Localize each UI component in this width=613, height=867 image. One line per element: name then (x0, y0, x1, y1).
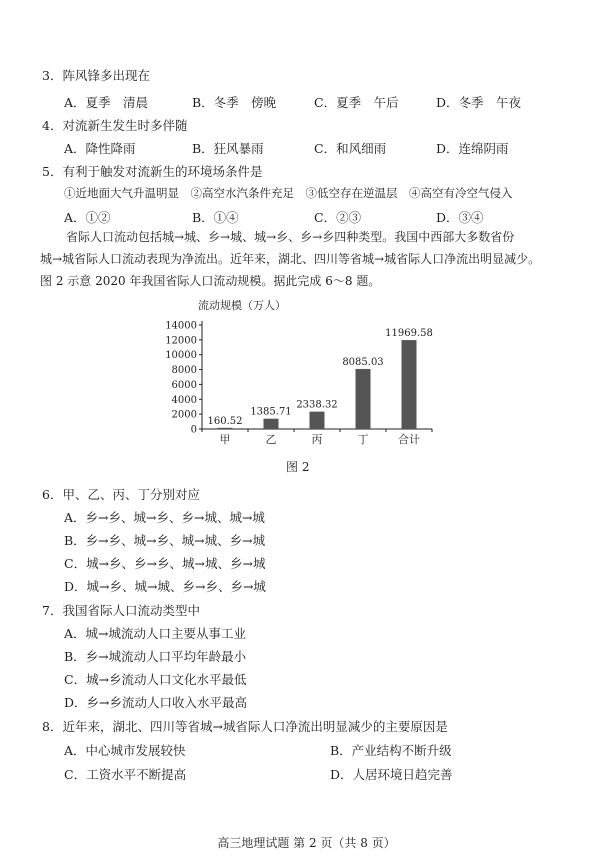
chart-category-label: 丁 (357, 433, 369, 446)
q7-option-c: C．城→乡流动人口文化水平最低 (64, 672, 247, 687)
q4-stem: 4．对流新生发生时多伴随 (42, 118, 188, 133)
q6-option-b: B．乡→乡、城→乡、城→城、乡→城 (64, 533, 266, 548)
chart-bar-3 (356, 369, 371, 429)
q4-option-b: B．狂风暴雨 (192, 141, 264, 156)
q7-option-b: B．乡→城流动人口平均年龄最小 (64, 649, 247, 664)
q5-option-a: A．①② (64, 210, 111, 225)
q3-option-b: B．冬季 傍晚 (192, 95, 277, 110)
chart-y-tick-label: 12000 (165, 335, 197, 347)
chart-value-label: 1385.71 (250, 406, 292, 418)
q7-option-d: D．乡→乡流动人口收入水平最高 (64, 695, 247, 710)
chart-bar-1 (264, 419, 279, 429)
q5-option-d: D．③④ (436, 210, 484, 225)
chart-y-tick-label: 2000 (171, 409, 197, 421)
figure-caption: 图 2 (286, 460, 310, 474)
q8-stem: 8．近年来，湖北、四川等省城→城省际人口净流出明显减少的主要原因是 (42, 719, 448, 734)
q3-stem: 3．阵风锋多出现在 (42, 68, 150, 83)
chart-y-tick-label: 8000 (171, 365, 197, 377)
q8-option-c: C．工资水平不断提高 (64, 767, 187, 782)
q4-option-c: C．和风细雨 (314, 141, 387, 156)
q7-stem: 7．我国省际人口流动类型中 (42, 603, 200, 618)
q6-option-c: C．城→乡、乡→乡、城→城、乡→城 (64, 556, 266, 571)
chart-y-axis-label: 流动规模（万人） (198, 299, 286, 312)
q7-option-a: A．城→城流动人口主要从事工业 (64, 626, 247, 641)
chart-bar-0 (218, 428, 233, 429)
q4-option-a: A．降性降雨 (64, 141, 136, 156)
chart-category-label: 甲 (219, 433, 231, 446)
q6-option-a: A．乡→乡、城→乡、乡→城、城→城 (64, 510, 265, 525)
chart-category-label: 丙 (311, 433, 323, 446)
q8-option-d: D．人居环境日趋完善 (330, 767, 453, 782)
intro-line-2: 城→城省际人口流动表现为净流出。近年来，湖北、四川等省城→城省际人口净流出明显减少。 (40, 252, 541, 266)
q5-conditions: ①近地面大气升温明显 ②高空水汽条件充足 ③低空存在逆温层 ④高空有冷空气侵入 (64, 186, 513, 200)
q5-option-b: B．①④ (192, 210, 239, 225)
chart-y-tick-label: 14000 (165, 320, 197, 332)
chart-bar-4 (402, 340, 417, 429)
chart-value-label: 160.52 (207, 415, 243, 427)
chart-y-tick-label: 0 (190, 424, 197, 436)
chart-y-tick-label: 10000 (165, 350, 197, 362)
chart-category-label: 乙 (265, 433, 277, 446)
q8-option-a: A．中心城市发展较快 (64, 743, 186, 758)
chart-value-label: 11969.58 (385, 328, 433, 340)
population-flow-bar-chart (150, 295, 440, 455)
chart-y-tick-label: 6000 (171, 379, 197, 391)
q3-option-a: A．夏季 清晨 (64, 95, 149, 110)
q5-stem: 5．有利于触发对流新生的环境场条件是 (42, 164, 263, 179)
chart-y-tick-label: 4000 (171, 394, 197, 406)
intro-line-1: 省际人口流动包括城→城、乡→城、城→乡、乡→乡四种类型。我国中西部大多数省份 (42, 230, 515, 244)
q4-option-d: D．连绵阴雨 (436, 141, 509, 156)
q6-stem: 6．甲、乙、丙、丁分别对应 (42, 487, 200, 502)
chart-bars (202, 328, 433, 446)
chart-category-label: 合计 (398, 433, 420, 446)
page-footer: 高三地理试题 第 2 页（共 8 页） (217, 836, 396, 850)
q3-option-d: D．冬季 午夜 (436, 95, 522, 110)
chart-bar-2 (310, 412, 325, 429)
q6-option-d: D．城→乡、城→城、乡→乡、乡→城 (64, 579, 266, 594)
q8-option-b: B．产业结构不断升级 (330, 743, 452, 758)
chart-value-label: 2338.32 (296, 399, 338, 411)
q5-option-c: C．②③ (314, 210, 362, 225)
q3-option-c: C．夏季 午后 (314, 95, 399, 110)
intro-line-3: 图 2 示意 2020 年我国省际人口流动规模。据此完成 6～8 题。 (40, 274, 381, 288)
chart-value-label: 8085.03 (342, 356, 384, 368)
